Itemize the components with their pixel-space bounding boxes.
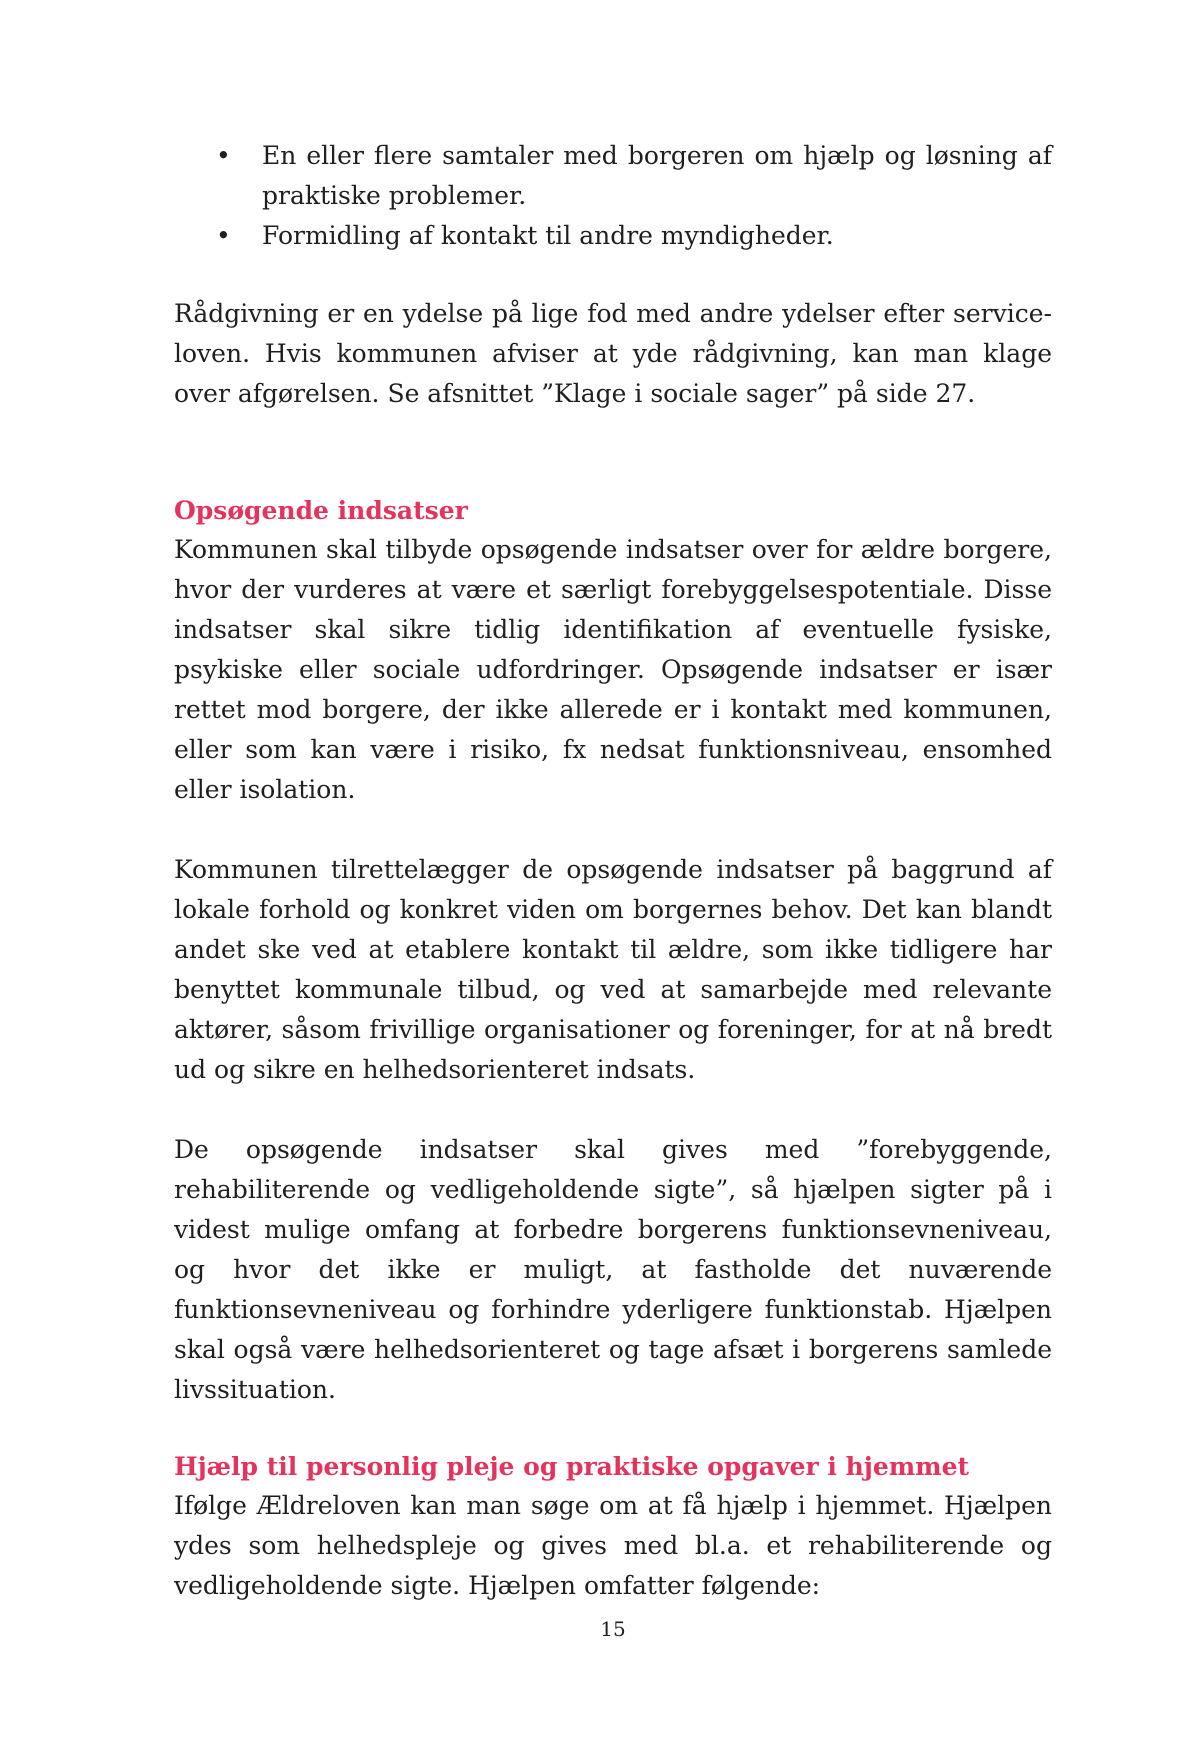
paragraph-opsoegende-3: De opsøgende indsatser skal gives med ”forebyggende, rehabiliterende og vedligeholdende sigte”, så hjælpen sigter på i videst mulige omfang at forbedre borgerens funktionsevneniveau, og hvor det ikke er muligt, at fastholde det nuværende funktionsevneniveau og forhindre yderligere funktionstab. Hjælpen skal også være helhedsorienteret og tage afsæt i borgerens samlede livssituation.	[174, 1135, 1052, 1404]
bullet-icon: •	[216, 221, 231, 250]
section-heading-hjaelp: Hjælp til personlig pleje og praktiske opgaver i hjemmet	[174, 1452, 970, 1481]
section-heading-opsoegende: Opsøgende indsatser	[174, 496, 468, 525]
paragraph-opsoegende-2: Kommunen tilrettelægger de opsøgende indsatser på baggrund af lokale forhold og konkret viden om borgernes behov. Det kan blandt andet ske ved at etablere kontakt til ældre, som ikke tidligere har benyttet kommunale tilbud, og ved at samarbejde med relevante aktører, såsom frivillige organisationer og foreninger, for at nå bredt ud og sikre en helhedsorienteret indsats.	[174, 855, 1052, 1084]
bullet-icon: •	[216, 141, 231, 170]
paragraph-hjaelp: Ifølge Ældreloven kan man søge om at få hjælp i hjemmet. Hjælpen ydes som helhedspleje og gives med bl.a. et rehabiliterende og vedligeholdende sigte. Hjælpen omfatter følgende:	[174, 1491, 1052, 1600]
paragraph-opsoegende-1: Kommunen skal tilbyde opsøgende indsatser over for ældre borgere, hvor der vurderes at være et særligt forebyggelsespotentiale. Disse indsatser skal sikre tidlig identifikation af eventuelle fysiske, psykiske eller sociale udfordringer. Opsøgende indsatser er især rettet mod borgere, der ikke allerede er i kontakt med kommunen, eller som kan være i risiko, fx nedsat funktionsniveau, ensomhed eller isolation.	[174, 535, 1052, 804]
list-item	[174, 136, 1052, 216]
page-content	[174, 136, 1052, 1606]
paragraph-raadgivning: Rådgivning er en ydelse på lige fod med andre ydelser efter serviceloven. Hvis kommunen afviser at yde rådgivning, kan man klage over afgørelsen. Se afsnittet ”Klage i sociale sager” på side 27.	[174, 299, 1052, 408]
bullet-list	[174, 136, 1052, 256]
list-item-text: Formidling af kontakt til andre myndigheder.	[262, 221, 834, 250]
page-number: 15	[600, 1617, 626, 1641]
list-item	[174, 216, 1052, 256]
list-item-text: En eller flere samtaler med borgeren om hjælp og løsning af praktiske problemer.	[262, 141, 1052, 210]
